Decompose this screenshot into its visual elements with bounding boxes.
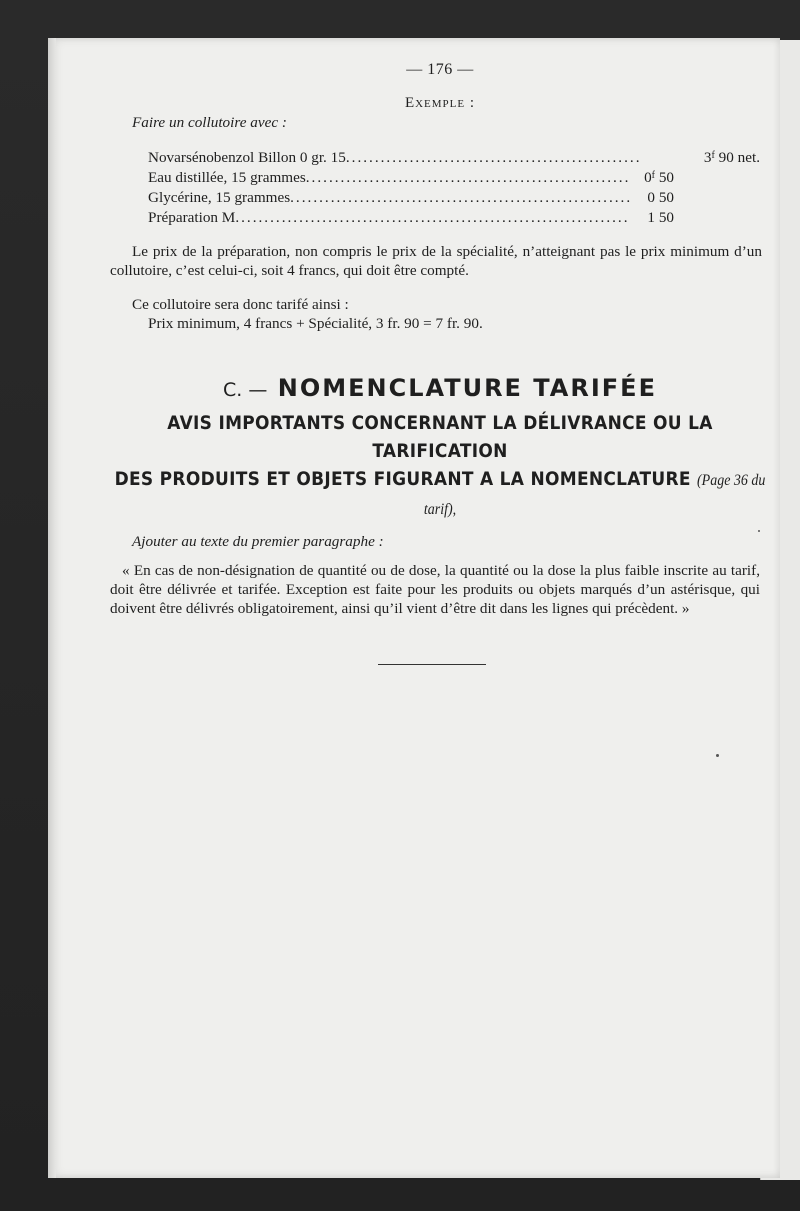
section-heading xyxy=(110,374,770,403)
leader-dots xyxy=(290,188,630,207)
notice-heading xyxy=(110,410,770,524)
scan-speck xyxy=(758,530,760,532)
section-title: NOMENCLATURE TARIFÉE xyxy=(277,374,657,403)
item-price: 0$^f$ 50 xyxy=(644,169,674,186)
item-label: Glycérine, 15 grammes xyxy=(148,189,291,206)
item-price: 0 50 xyxy=(647,189,674,206)
page-number: — 176 — xyxy=(406,61,474,78)
example-calculation: Prix minimum, 4 francs + Spécialité, 3 fr. 90 = 7 fr. 90. xyxy=(148,315,483,333)
item-price: 3$^f$ 90 net. xyxy=(703,149,760,166)
item-label: Eau distillée, 15 grammes xyxy=(148,169,306,186)
notice-reference: (Page 36 du tarif), xyxy=(423,472,766,519)
item-price: 1 50 xyxy=(647,209,674,226)
horizontal-rule xyxy=(378,664,486,665)
example-paragraph-2: Ce collutoire sera donc tarifé ainsi : xyxy=(132,296,349,314)
leader-dots xyxy=(235,208,630,227)
item-label: Préparation M xyxy=(148,209,236,226)
example-paragraph: Le prix de la préparation, non compris le prix de la spécialité, n’atteignant pas le prix minimum d’un collutoire, c’est celui-ci, soit 4 francs, qui doit être compté. xyxy=(110,243,762,279)
example-intro: Faire un collutoire avec : xyxy=(132,114,287,131)
instruction-text: Ajouter au texte du premier paragraphe : xyxy=(132,533,384,551)
section-letter: C. — xyxy=(223,379,268,402)
list-item xyxy=(148,206,678,226)
list-item xyxy=(148,186,678,206)
quoted-paragraph: « En cas de non-désignation de quantité ou de dose, la quantité ou la dose la plus faible inscrite au tarif, doit être délivrée et tarifée. Exception est faite pour les produits ou objets marqués d’un astérisque, qui doivent être délivrés obligatoirement, ainsi qu’il vient d’être dit dans les lignes qui précèdent. » xyxy=(110,562,760,618)
scan-speck xyxy=(716,754,719,757)
list-item xyxy=(148,146,760,166)
list-item xyxy=(148,166,678,186)
item-label: Novarsénobenzol Billon 0 gr. 15 xyxy=(148,149,346,166)
notice-line-1: AVIS IMPORTANTS CONCERNANT LA DÉLIVRANCE OU LA TARIFICATION xyxy=(167,412,713,463)
leader-dots xyxy=(306,168,630,187)
leader-dots xyxy=(346,148,640,167)
page-content xyxy=(110,60,766,618)
page-binding-edge xyxy=(48,38,56,1178)
notice-line-2: DES PRODUITS ET OBJETS FIGURANT A LA NOMENCLATURE (Page 36 du tarif), xyxy=(114,468,766,519)
example-heading: Exemple : xyxy=(404,95,476,111)
example-items-list xyxy=(148,146,760,226)
